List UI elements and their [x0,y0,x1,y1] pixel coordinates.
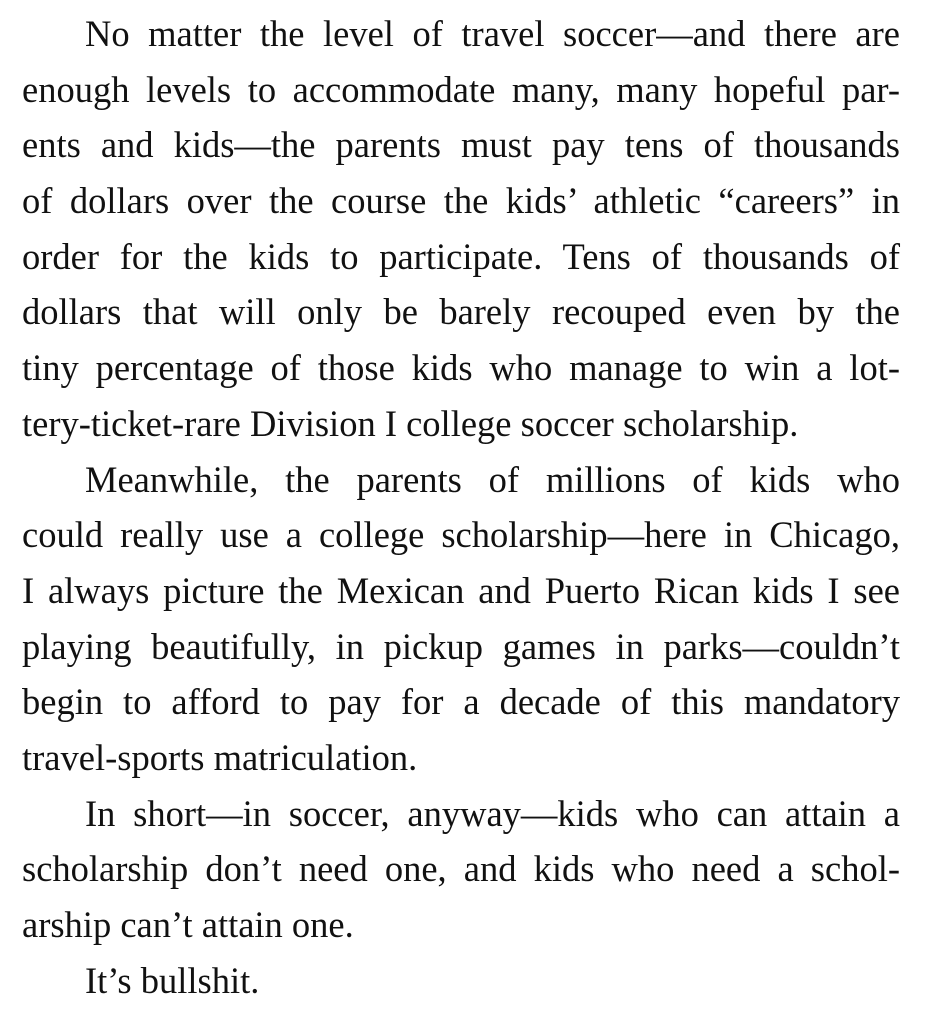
text-line: I always picture the Mexican and Puerto Rican kids I see [22,569,900,611]
text-line: travel-sports matriculation. [22,736,418,778]
text-line: of dollars over the course the kids’ athletic “careers” in [22,180,900,222]
text-line: enough levels to accommodate many, many hopeful par- [22,68,900,110]
paragraph-meanwhile [22,452,900,786]
text-line: begin to afford to pay for a decade of this mandatory [22,681,900,723]
text-line: tiny percentage of those kids who manage to win a lot- [22,347,900,389]
text-line: order for the kids to participate. Tens of thousands of [22,235,900,277]
text-line: scholarship don’t need one, and kids who need a schol- [22,848,900,890]
text-line: arship can’t attain one. [22,904,354,945]
text-line: It’s bullshit. [85,959,260,1001]
text-line: tery-ticket-rare Division I college soccer scholarship. [22,402,799,444]
text-line: ents and kids—the parents must pay tens of thousands [22,124,900,166]
text-line: dollars that will only be barely recouped even by the [22,291,900,333]
paragraph-travel-soccer-costs [22,6,900,452]
text-line: No matter the level of travel soccer—and there are [85,13,900,54]
paragraph-in-short [22,786,900,953]
paragraph-closing [22,953,900,1009]
text-line: could really use a college scholarship—here in Chicago, [22,514,900,556]
body-text [22,6,900,1008]
text-line: Meanwhile, the parents of millions of kids who [85,458,900,500]
text-line: In short—in soccer, anyway—kids who can attain a [85,792,900,834]
text-line: playing beautifully, in pickup games in parks—couldn’t [22,625,900,667]
